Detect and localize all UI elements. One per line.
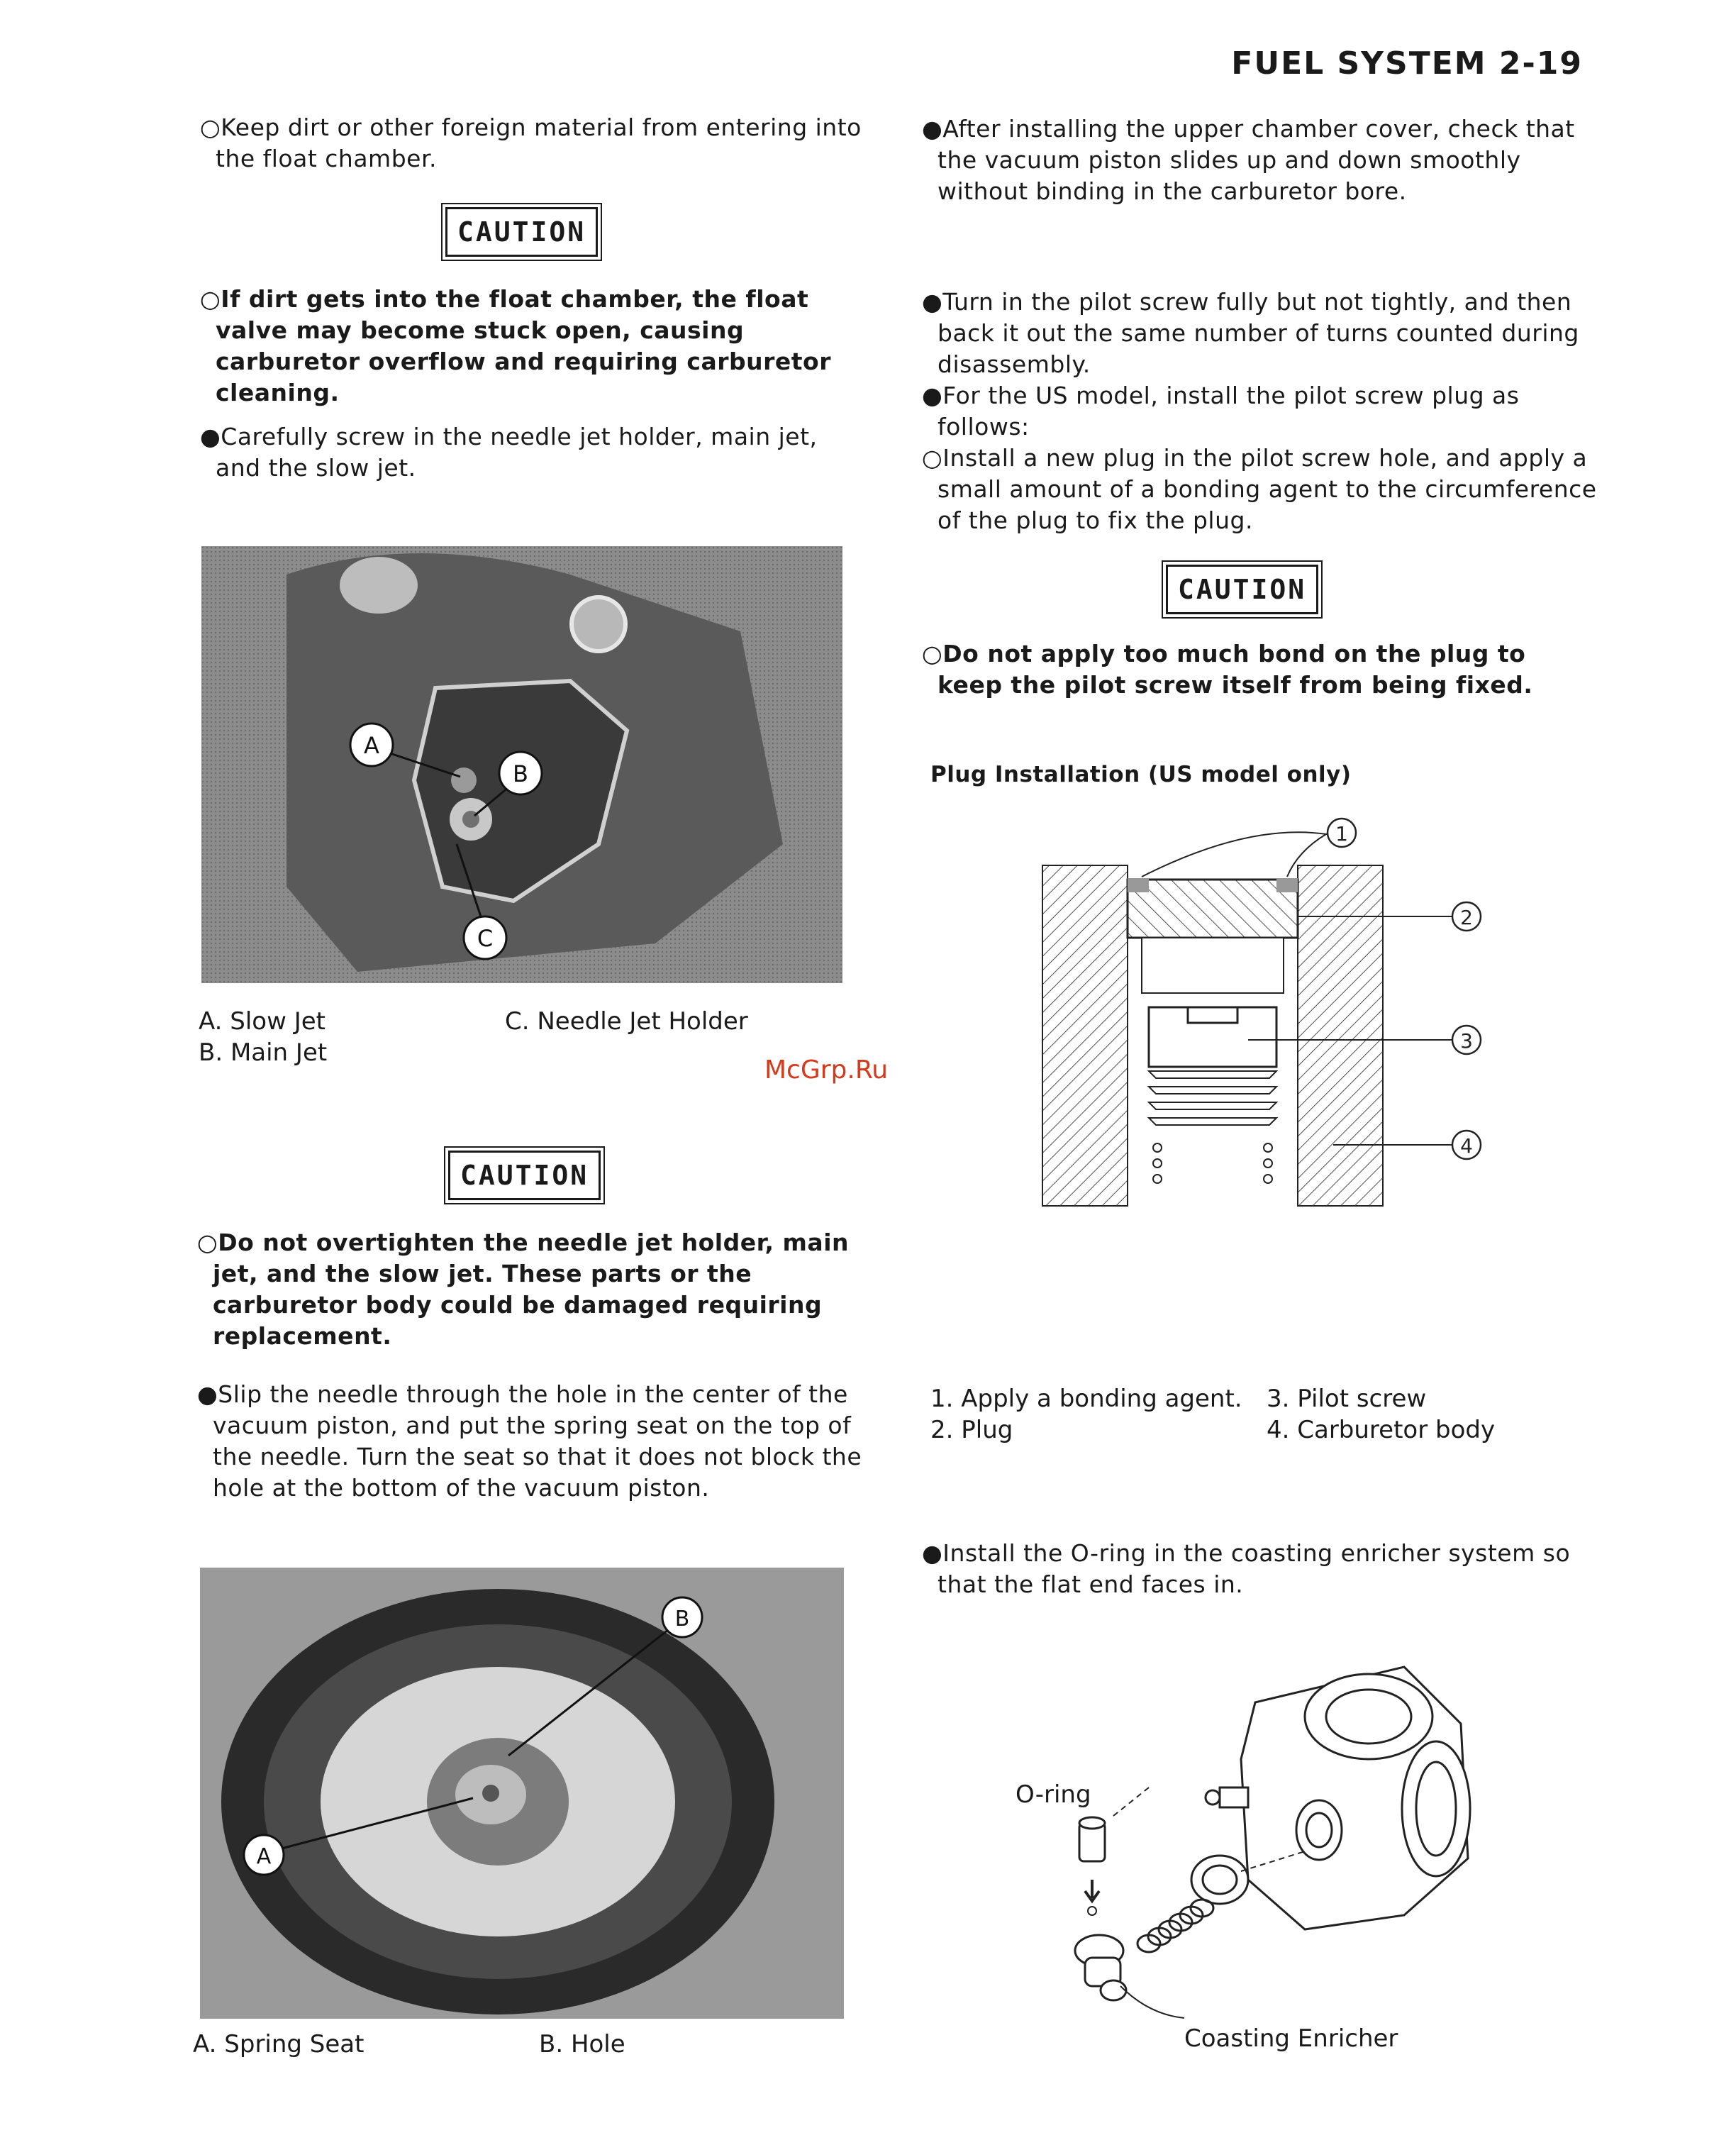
svg-text:4: 4 — [1460, 1134, 1473, 1158]
svg-text:C: C — [477, 925, 494, 952]
left-paragraph-2: ●Carefully screw in the needle jet holder, main jet, and the slow jet. — [200, 423, 818, 482]
svg-text:1: 1 — [1335, 822, 1348, 846]
right-paragraph-4: ○Install a new plug in the pilot screw hole, and apply a small amount of a bonding agent to the circumference of the plug to fix the plug. — [922, 444, 1597, 534]
svg-text:A: A — [256, 1844, 272, 1869]
diagram-legend-1: 1. Apply a bonding agent. — [930, 1385, 1242, 1413]
enricher-valve — [1075, 1935, 1126, 2000]
diagram-legend-4: 4. Carburetor body — [1267, 1416, 1496, 1444]
right-paragraph-1: ●After installing the upper chamber cover, check that the vacuum piston slides up and down smoothly without binding in the carburetor bore. — [922, 115, 1575, 205]
right-paragraph-5: ●Install the O-ring in the coasting enricher system so that the flat end faces in. — [922, 1539, 1571, 1598]
left-paragraph-3: ●Slip the needle through the hole in the center of the vacuum piston, and put the spring seat on the top of the needle. Turn the seat so that it does not block the hole at the bottom of the vacuum piston. — [197, 1380, 862, 1502]
svg-text:3: 3 — [1460, 1029, 1473, 1053]
callout-3 — [1452, 1026, 1481, 1054]
photo2-marker-b — [662, 1597, 702, 1637]
watermark-text: McGrp.Ru — [764, 1055, 889, 1085]
vacuum-piston-photo — [200, 1568, 844, 2019]
callout-2 — [1452, 902, 1481, 931]
callout-1 — [1328, 819, 1356, 847]
label-coasting-enricher: Coasting Enricher — [1184, 2024, 1398, 2053]
plug-installation-diagram — [1035, 809, 1489, 1220]
caution-text-1: ○If dirt gets into the float chamber, the float valve may become stuck open, causing carburetor overflow and requiring carburetor cleaning. — [200, 285, 831, 406]
label-oring: O-ring — [1016, 1780, 1091, 1809]
photo1-marker-b — [499, 752, 542, 794]
caution-text-2: ○Do not overtighten the needle jet holder, main jet, and the slow jet. These parts or the carburetor body could be damaged requiring replacement. — [197, 1229, 849, 1350]
oring-part — [1079, 1817, 1105, 1861]
photo2-marker-a — [244, 1835, 284, 1875]
fig1-caption-c: C. Needle Jet Holder — [505, 1007, 748, 1036]
diagram-legend-3: 3. Pilot screw — [1267, 1385, 1427, 1413]
fig2-caption-a: A. Spring Seat — [193, 2030, 365, 2058]
svg-text:B: B — [513, 760, 528, 787]
page-header: FUEL SYSTEM 2-19 — [1231, 45, 1583, 82]
callout-4 — [1452, 1131, 1481, 1159]
svg-text:A: A — [364, 732, 379, 759]
caution-label-2: CAUTION — [448, 1151, 601, 1200]
fig1-caption-b: B. Main Jet — [199, 1038, 328, 1067]
svg-text:2: 2 — [1460, 906, 1473, 929]
caution-label-3: CAUTION — [1166, 565, 1318, 614]
fig1-caption-a: A. Slow Jet — [199, 1007, 326, 1036]
svg-text:B: B — [674, 1607, 690, 1631]
enricher-spring — [1137, 1900, 1213, 1952]
diagram-legend-2: 2. Plug — [930, 1416, 1013, 1444]
carburetor-jets-photo — [201, 546, 842, 983]
enricher-diaphragm — [1191, 1856, 1248, 1904]
photo1-marker-c — [464, 916, 506, 959]
right-paragraph-3: ●For the US model, install the pilot screw plug as follows: — [922, 382, 1520, 440]
diagram-title: Plug Installation (US model only) — [930, 762, 1352, 787]
right-paragraph-2: ●Turn in the pilot screw fully but not tightly, and then back it out the same number of turns counted during disassembly. — [922, 288, 1579, 378]
coasting-enricher-diagram — [1007, 1646, 1532, 2071]
left-paragraph-1: ○Keep dirt or other foreign material from entering into the float chamber. — [200, 113, 862, 172]
fig2-caption-b: B. Hole — [539, 2030, 625, 2058]
photo1-marker-a — [350, 724, 393, 766]
caution-label-1: CAUTION — [445, 207, 598, 257]
caution-text-3: ○Do not apply too much bond on the plug to keep the pilot screw itself from being fixed. — [922, 640, 1533, 699]
